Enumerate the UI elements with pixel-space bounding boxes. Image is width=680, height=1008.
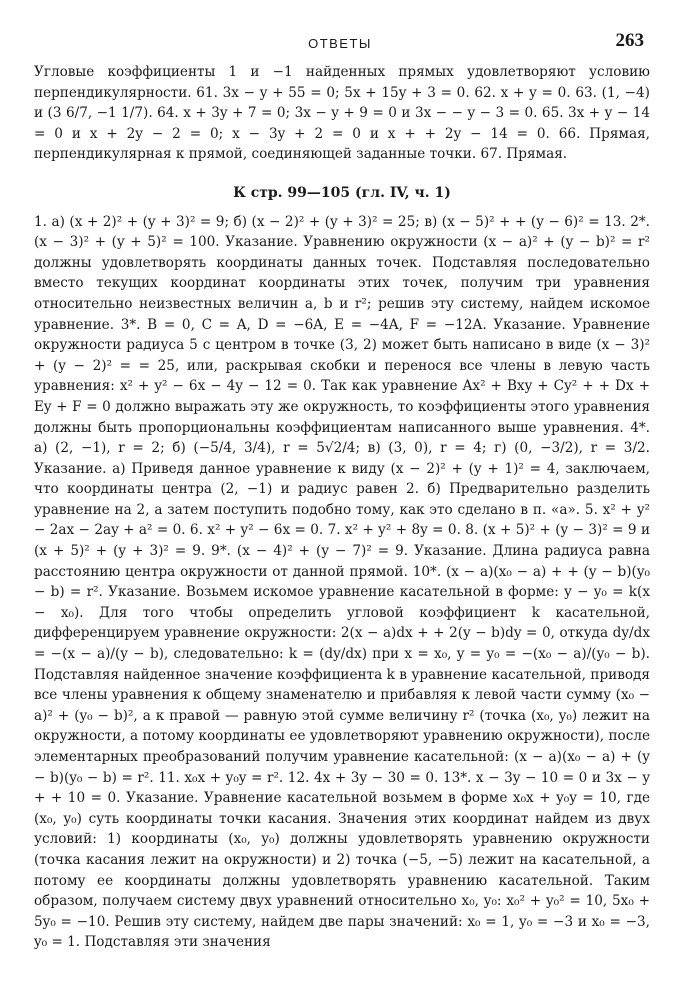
answers-paragraph-1: Угловые коэффициенты 1 и −1 найденных прямых удовлетворяют условию перпендикулярности. 61. 3x − y + 55 = 0; 5x + 15y + 3 = 0. 62. x + y = 0. 63. (1, −4) и (3 6/7, −1 1/7). 64. x + 3y + 7 = 0; 3x − y + 9 = 0 и 3x − − y − 3 = 0. 65. 3x + y − 14 = 0 и x + 2y − 2 = 0; x − 3y + 2 = 0 и x + + 2y − 14 = 0. 66. Прямая, перпендикулярная к прямой, соединяющей заданные точки. 67. Прямая.: [34, 64, 650, 163]
section-heading: К стр. 99—105 (гл. IV, ч. 1): [233, 184, 451, 201]
running-title: ОТВЕТЫ: [308, 36, 372, 51]
page-number: 263: [615, 30, 644, 51]
document-body: [34, 62, 650, 953]
answers-paragraph-2: 1. a) (x + 2)² + (y + 3)² = 9; б) (x − 2)² + (y + 3)² = 25; в) (x − 5)² + + (y − 6)² = 13. 2*. (x − 3)² + (y + 5)² = 100. Указание. Уравнению окружности (x − a)² + (y − b)² = r² должны удовлетворять координаты данных точек. Подставляя последовательно вместо текущих координат координаты этих точек, получим три уравнения относительно неизвестных величин a, b и r²; решив эту систему, найдем искомое уравнение. 3*. B = 0, C = A, D = −6A, E = −4A, F = −12A. Указание. Уравнение окружности радиуса 5 с центром в точке (3, 2) может быть написано в виде (x − 3)² + (y − 2)² = = 25, или, раскрывая скобки и перенося все члены в левую часть уравнения: x² + y² − 6x − 4y − 12 = 0. Так как уравнение Ax² + Bxy + Cy² + + Dx + Ey + F = 0 должно выражать эту же окружность, то коэффициенты этого уравнения должны быть пропорциональны коэффициентам написанного выше уравнения. 4*. а) (2, −1), r = 2; б) (−5/4, 3/4), r = 5√2/4; в) (3, 0), r = 4; г) (0, −3/2), r = 3/2. Указание. а) Приведя данное уравнение к виду (x − 2)² + (y + 1)² = 4, заключаем, что координаты центра (2, −1) и радиус равен 2. б) Предварительно разделить уравнение на 2, а затем поступить подобно тому, как это сделано в п. «а». 5. x² + y² − 2ax − 2ay + a² = 0. 6. x² + y² − 6x = 0. 7. x² + y² + 8y = 0. 8. (x + 5)² + (y − 3)² = 9 и (x + 5)² + (y + 3)² = 9. 9*. (x − 4)² + (y − 7)² = 9. Указание. Длина радиуса равна расстоянию центра окружности от данной прямой. 10*. (x − a)(x₀ − a) + + (y − b)(y₀ − b) = r². Указание. Возьмем искомое уравнение касательной в форме: y − y₀ = k(x − x₀). Для того чтобы определить угловой коэффициент k касательной, дифференцируем уравнение окружности: 2(x − a)dx + + 2(y − b)dy = 0, откуда dy/dx = −(x − a)/(y − b), следовательно: k = (dy/dx) при x = x₀, y = y₀ = −(x₀ − a)/(y₀ − b). Подставляя найденное значение коэффициента k в уравнение касательной, приводя все члены уравнения к общему знаменателю и прибавляя к левой части сумму (x₀ − a)² + (y₀ − b)², а к правой — равную этой сумме величину r² (точка (x₀, y₀) лежит на окружности, а потому координаты ее удовлетворяют уравнению окружности), после элементарных преобразований получим уравнение касательной: (x − a)(x₀ − a) + (y − b)(y₀ − b) = r². 11. x₀x + y₀y = r². 12. 4x + 3y − 30 = 0. 13*. x − 3y − 10 = 0 и 3x − y + + 10 = 0. Указание. Уравнение касательной возьмем в форме x₀x + y₀y = 10, где (x₀, y₀) суть координаты точки касания. Значения этих координат найдем из двух условий: 1) координаты (x₀, y₀) должны удовлетворять уравнению окружности (точка касания лежит на окружности) и 2) точка (−5, −5) лежит на касательной, а потому ее координаты должны удовлетворять уравнению касательной. Таким образом, получаем систему двух уравнений относительно x₀, y₀: x₀² + y₀² = 10, 5x₀ + 5y₀ = −10. Решив эту систему, найдем две пары значений: x₀ = 1, y₀ = −3 и x₀ = −3, y₀ = 1. Подставляя эти значения: [34, 213, 650, 951]
running-head: [0, 30, 680, 56]
